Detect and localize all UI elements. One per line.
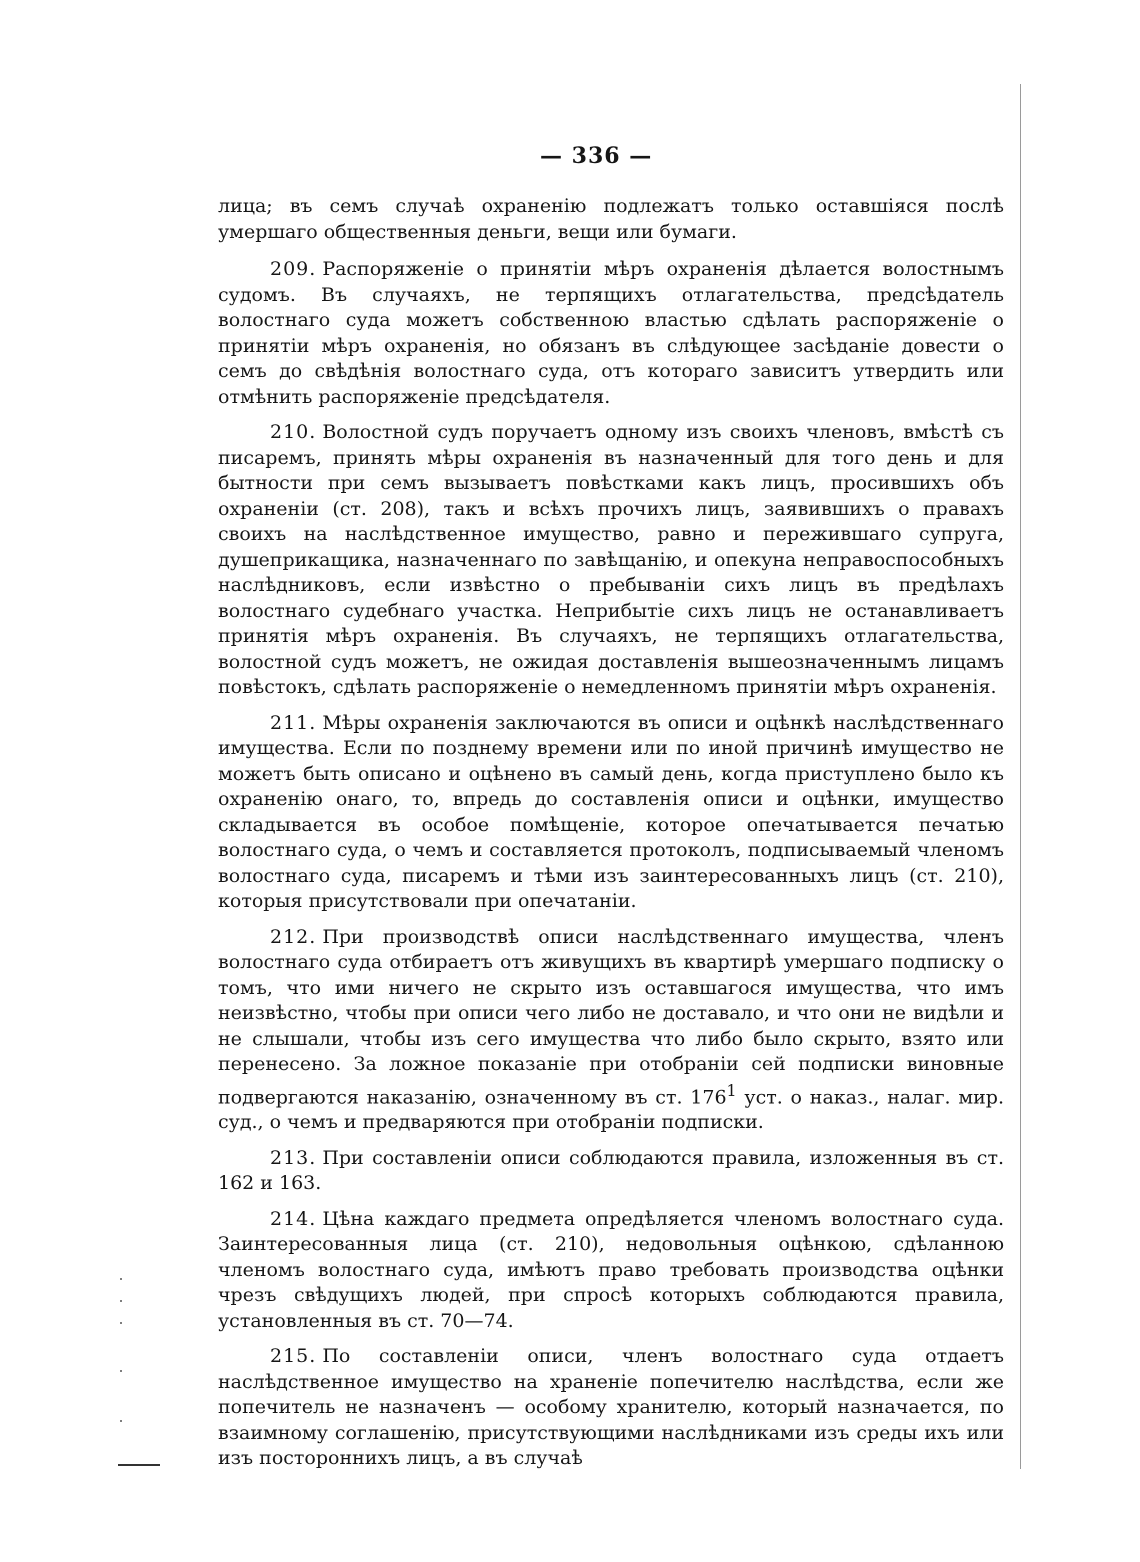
article-text: При составленіи описи соблюдаются правила, изложенныя въ ст. 162 и 163. xyxy=(218,1146,1004,1195)
article-211 xyxy=(218,711,1004,915)
superscript: 1 xyxy=(726,1080,737,1100)
margin-line-mark xyxy=(118,1464,160,1466)
article-213 xyxy=(218,1146,1004,1197)
scan-artifact xyxy=(120,1322,122,1324)
article-text: Распоряженіе о принятіи мѣръ охраненія дѣлается волостнымъ судомъ. Въ случаяхъ, не терпящихъ отлагательства, предсѣдатель волостнаго суда можетъ собственною властью сдѣлать распоряженіе о принятіи мѣръ охраненія, но обязанъ въ слѣдующее засѣданіе довести о семъ до свѣдѣнія волостнаго суда, отъ котораго зависитъ утвердить или отмѣнить распоряженіе предсѣдателя. xyxy=(218,258,1004,408)
article-214 xyxy=(218,1207,1004,1335)
article-212 xyxy=(218,925,1004,1136)
page-edge-line xyxy=(1020,84,1021,1469)
article-number: 209. xyxy=(270,258,317,280)
article-number: 214. xyxy=(270,1207,317,1230)
article-text: уст. о наказ., налаг. мир. суд., о чемъ и предваряются при отобраніи подписки. xyxy=(218,1085,1004,1134)
scan-artifact xyxy=(120,1300,122,1302)
article-number: 213. xyxy=(270,1146,317,1169)
article-number: 211. xyxy=(270,711,317,734)
article-text: По составленіи описи, членъ волостнаго суда отдаетъ наслѣдственное имущество на храненіе попечителю наслѣдства, если же попечитель не назначенъ — особому хранителю, который назначается, по взаимному соглашенію, присутствующими наслѣдниками изъ среды ихъ или изъ постороннихъ лицъ, а въ случаѣ xyxy=(218,1345,1004,1470)
article-number: 212. xyxy=(270,925,317,948)
article-number: 210. xyxy=(270,421,317,443)
article-215 xyxy=(218,1344,1004,1472)
article-number: 215. xyxy=(270,1345,317,1368)
scan-artifact xyxy=(120,1370,122,1372)
scan-artifact xyxy=(120,1420,122,1422)
article-210 xyxy=(218,420,1004,701)
continuation-paragraph: лица; въ семъ случаѣ охраненію подлежатъ только оставшіяся послѣ умершаго общественныя деньги, вещи или бумаги. xyxy=(218,195,1004,243)
page-number: — 336 — xyxy=(540,143,653,169)
article-209 xyxy=(218,257,1004,410)
article-text: Мѣры охраненія заключаются въ описи и оцѣнкѣ наслѣдственнаго имущества. Если по позднему времени или по иной причинѣ имущество не можетъ быть описано и оцѣнено въ самый день, когда приступлено было къ охраненію онаго, то, впредь до составленія описи и оцѣнки, имущество складывается въ особое помѣщеніе, которое опечатывается печатью волостнаго суда, о чемъ и составляется протоколъ, подписываемый членомъ волостнаго суда, писаремъ и тѣми изъ заинтересованныхъ лицъ (ст. 210), которыя присутствовали при опечатаніи. xyxy=(218,711,1004,912)
article-text: При производствѣ описи наслѣдственнаго имущества, членъ волостнаго суда отбираетъ отъ живущихъ въ квартирѣ умершаго подписку о томъ, что ими ничего не скрыто изъ оставшагося имущества, что имъ неизвѣстно, чтобы при описи чего либо не доставало, и что они не видѣли и не слышали, чтобы изъ сего имущества что либо было скрыто, взято или перенесено. За ложное показаніе при отобраніи сей подписки виновные подвергаются наказанію, означенному въ ст. 176 xyxy=(218,925,1004,1108)
article-text: Волостной судъ поручаетъ одному изъ своихъ членовъ, вмѣстѣ съ писаремъ, принять мѣры охраненія въ назначенный для того день и для бытности при семъ вызываетъ повѣстками какъ лицъ, просившихъ объ охраненіи (ст. 208), такъ и всѣхъ прочихъ лицъ, заявившихъ о правахъ своихъ на наслѣдственное имущество, равно и пережившаго супруга, душеприкащика, назначеннаго по завѣщанію, и опекуна неправоспособныхъ наслѣдниковъ, если извѣстно о пребываніи сихъ лицъ въ предѣлахъ волостнаго судебнаго участка. Неприбытіе сихъ лицъ не останавливаетъ принятія мѣръ охраненія. Въ случаяхъ, не терпящихъ отлагательства, волостной судъ можетъ, не ожидая доставленія вышеозначеннымъ лицамъ повѣстокъ, сдѣлать распоряженіе о немедленномъ принятіи мѣръ охраненія. xyxy=(218,421,1004,698)
page-text xyxy=(218,194,1004,1482)
scan-artifact xyxy=(120,1278,122,1280)
article-text: Цѣна каждаго предмета опредѣляется членомъ волостнаго суда. Заинтересованныя лица (ст. 210), недовольныя оцѣнкою, сдѣланною членомъ волостнаго суда, имѣютъ право требовать производства оцѣнки чрезъ свѣдущихъ людей, при спросѣ которыхъ соблюдаются правила, установленныя въ ст. 70—74. xyxy=(218,1207,1004,1332)
